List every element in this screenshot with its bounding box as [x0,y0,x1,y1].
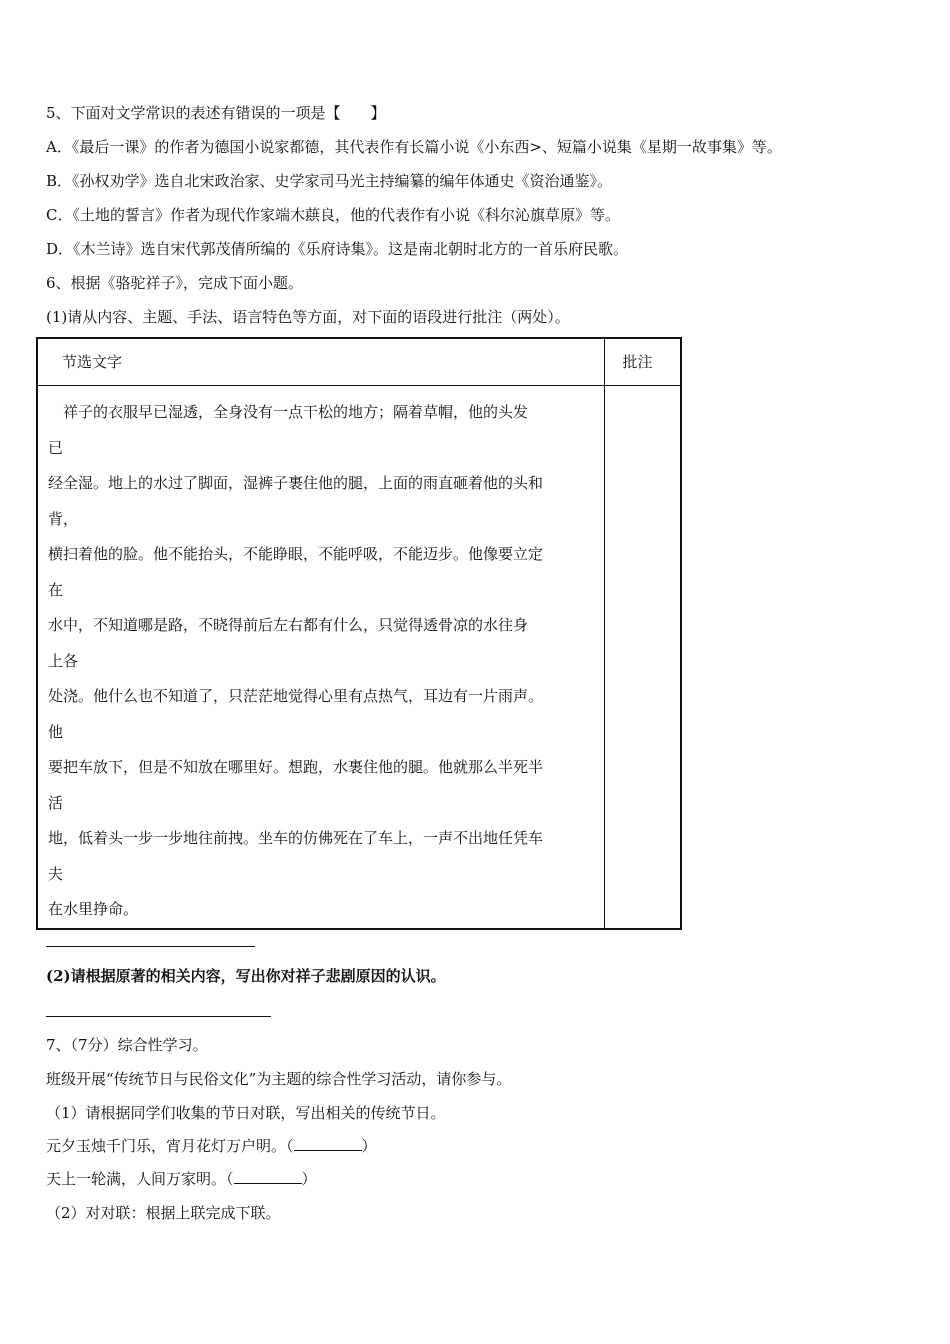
excerpt-column-header: 节选文字 [62,353,123,371]
q7-sub1: （1）请根据同学们收集的节日对联，写出相关的传统节日。 [46,1104,446,1122]
q7-sub2: （2）对对联：根据上联完成下联。 [46,1204,281,1222]
couplet-1-text: 元夕玉烛千门乐，宵月花灯万户明。（ [46,1137,294,1155]
passage-line: 横扫着他的脸。他不能抬头，不能睁眼，不能呼吸，不能迈步。他像要立定 [48,545,544,563]
couplet-1 [46,1136,377,1156]
q6-sub1: (1)请从内容、主题、手法、语言特色等方面，对下面的语段进行批注（两处）。 [46,308,570,326]
annotation-header-cell [604,338,681,386]
annotation-column-header: 批注 [622,353,653,371]
excerpt-table [36,337,682,930]
excerpt-table-header-row [37,338,681,386]
passage-line: 夫 [48,864,64,883]
passage-line: 上各 [48,651,79,670]
couplet-1-blank [294,1136,362,1151]
answer-line-1 [46,946,255,947]
passage-line: 地，低着头一步一步地往前拽。坐车的仿佛死在了车上，一声不出地任凭车 [48,829,544,847]
q5-option-d: D．《木兰诗》选自宋代郭茂倩所编的《乐府诗集》。这是南北朝时北方的一首乐府民歌。 [46,240,629,258]
passage-line: 要把车放下，但是不知放在哪里好。想跑，水裹住他的腿。他就那么半死半 [48,758,544,776]
excerpt-passage [38,386,604,928]
q5-option-a: A．《最后一课》的作者为德国小说家都德，其代表作有长篇小说《小东西>、短篇小说集《星期一故事集》等。 [46,138,782,156]
passage-line: 处浇。他什么也不知道了，只茫茫地觉得心里有点热气，耳边有一片雨声。 [48,687,544,705]
passage-line: 祥子的衣服早已湿透，全身没有一点干松的地方；隔着草帽，他的头发 [48,403,529,421]
passage-line: 经全湿。地上的水过了脚面，湿裤子裹住他的腿，上面的雨直砸着他的头和 [48,474,544,492]
q6-sub2: (2)请根据原著的相关内容，写出你对祥子悲剧原因的认识。 [46,967,446,985]
q7-stem: 7、（7分）综合性学习。 [46,1036,208,1054]
answer-line-2 [46,1016,271,1017]
excerpt-passage-cell [37,386,604,929]
passage-line: 他 [48,722,64,741]
passage-line: 水中，不知道哪是路，不晓得前后左右都有什么，只觉得透骨凉的水往身 [48,616,529,634]
passage-line: 在水里挣命。 [48,900,139,918]
couplet-2 [46,1169,317,1189]
excerpt-table-body-row [37,386,681,929]
q6-stem: 6、根据《骆驼祥子》，完成下面小题。 [46,274,304,292]
q5-option-b: B．《孙权劝学》选自北宋政治家、史学家司马光主持编纂的编年体通史《资治通鉴》。 [46,172,613,190]
annotation-cell [604,386,681,929]
excerpt-header-cell [37,338,604,386]
passage-line: 活 [48,793,64,812]
couplet-2-close: ） [301,1170,317,1188]
couplet-2-blank [234,1169,302,1184]
q5-option-c: C．《土地的誓言》作者为现代作家端木蕻良，他的代表作有小说《科尔沁旗草原》等。 [46,206,620,224]
passage-line: 在 [48,580,64,599]
couplet-1-close: ） [361,1137,377,1155]
passage-line: 背， [48,509,79,528]
q7-intro: 班级开展“传统节日与民俗文化”为主题的综合性学习活动，请你参与。 [46,1070,512,1088]
passage-line: 已 [48,438,64,457]
couplet-2-text: 天上一轮满，人间万家明。（ [46,1170,234,1188]
q5-stem: 5、下面对文学常识的表述有错误的一项是【 】 [46,104,386,122]
